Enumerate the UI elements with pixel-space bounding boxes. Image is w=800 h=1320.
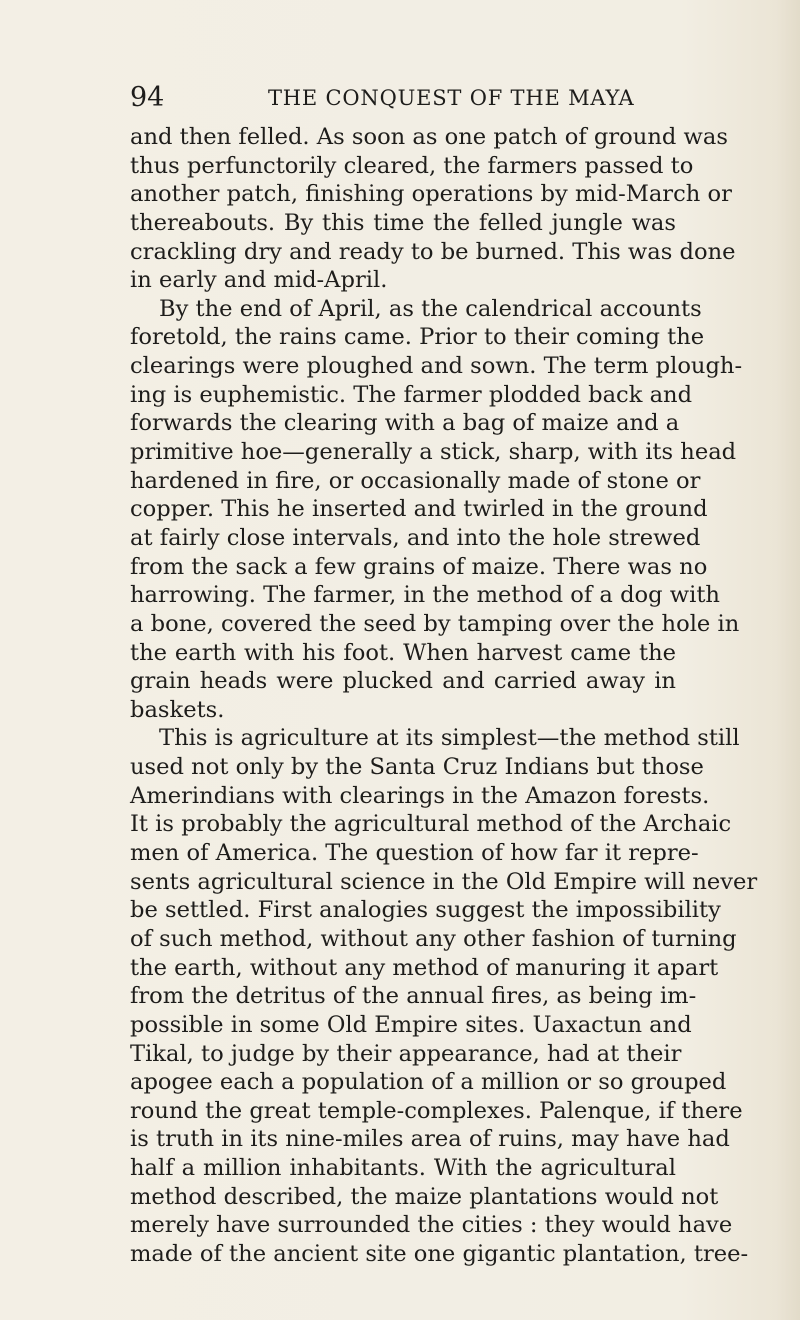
text-line: of such method, without any other fashion of turning: [130, 925, 737, 952]
text-line: round the great temple-complexes. Palenque, if there: [130, 1097, 743, 1124]
text-line: grain heads were plucked and carried away in: [130, 668, 676, 695]
text-line: By the end of April, as the calendrical accounts: [159, 295, 702, 322]
text-line: from the sack a few grains of maize. There was no: [130, 553, 708, 580]
text-line: from the detritus of the annual fires, as being im-: [130, 983, 697, 1010]
text-line: possible in some Old Empire sites. Uaxactun and: [130, 1011, 692, 1038]
text-line: clearings were ploughed and sown. The term plough-: [130, 353, 743, 380]
text-line: forwards the clearing with a bag of maize and a: [130, 410, 680, 437]
text-line: thus perfunctorily cleared, the farmers passed to: [130, 152, 694, 179]
text-line: merely have surrounded the cities : they would have: [130, 1212, 733, 1239]
text-line: baskets.: [130, 696, 225, 723]
text-line: made of the ancient site one gigantic plantation, tree-: [130, 1240, 749, 1267]
text-line: another patch, finishing operations by mid-March or: [130, 181, 732, 208]
body-text: [130, 123, 758, 1269]
text-line: at fairly close intervals, and into the hole strewed: [130, 524, 701, 551]
text-line: the earth with his foot. When harvest came the: [130, 639, 676, 666]
text-line: men of America. The question of how far it repre-: [130, 840, 699, 867]
text-line: primitive hoe—generally a stick, sharp, with its head: [130, 439, 737, 466]
text-line: hardened in fire, or occasionally made of stone or: [130, 467, 701, 494]
text-line: thereabouts. By this time the felled jungle was: [130, 209, 676, 236]
page-number: 94: [130, 82, 165, 113]
text-line: half a million inhabitants. With the agricultural: [130, 1155, 676, 1182]
text-line: harrowing. The farmer, in the method of a dog with: [130, 582, 720, 609]
text-line: is truth in its nine-miles area of ruins, may have had: [130, 1126, 730, 1153]
text-line: crackling dry and ready to be burned. This was done: [130, 238, 736, 265]
text-line: be settled. First analogies suggest the impossibility: [130, 897, 721, 924]
text-line: in early and mid-April.: [130, 267, 388, 294]
text-line: foretold, the rains came. Prior to their coming the: [130, 324, 705, 351]
page-header: [130, 78, 650, 118]
text-line: the earth, without any method of manuring it apart: [130, 954, 719, 981]
text-line: copper. This he inserted and twirled in the ground: [130, 496, 708, 523]
text-line: It is probably the agricultural method of the Archaic: [130, 811, 732, 838]
text-line: a bone, covered the seed by tamping over the hole in: [130, 610, 740, 637]
running-head: THE CONQUEST OF THE MAYA: [268, 86, 635, 110]
text-line: apogee each a population of a million or so grouped: [130, 1069, 727, 1096]
text-line: This is agriculture at its simplest—the method still: [159, 725, 740, 752]
text-line: sents agricultural science in the Old Empire will never: [130, 868, 758, 895]
text-line: ing is euphemistic. The farmer plodded back and: [130, 381, 693, 408]
text-line: used not only by the Santa Cruz Indians but those: [130, 754, 704, 781]
text-line: Tikal, to judge by their appearance, had at their: [130, 1040, 682, 1067]
text-line: and then felled. As soon as one patch of ground was: [130, 124, 728, 150]
text-line: Amerindians with clearings in the Amazon forests.: [130, 782, 710, 809]
text-line: method described, the maize plantations would not: [130, 1183, 719, 1210]
